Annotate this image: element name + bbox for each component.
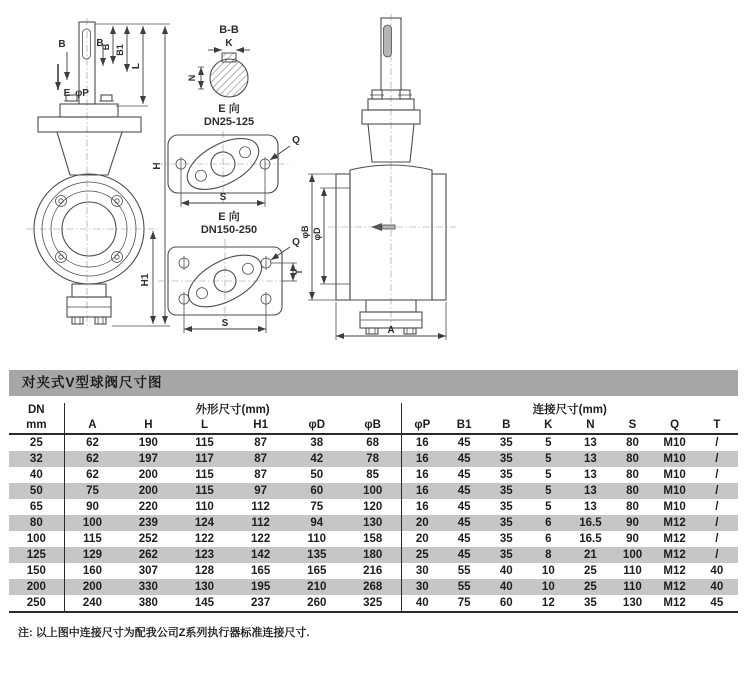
table-cell: 195: [251, 581, 271, 593]
side-a-dim-label: A: [387, 325, 395, 336]
table-cell: /: [715, 501, 719, 513]
table-cell: 35: [499, 533, 513, 545]
table-cell: 130: [194, 581, 215, 593]
table-cell: 8: [545, 549, 552, 561]
table-cell: 55: [457, 581, 471, 593]
table-cell: 165: [307, 565, 327, 577]
table-cell: M10: [663, 453, 686, 465]
table-cell: /: [715, 549, 719, 561]
table-cell: M12: [663, 581, 686, 593]
table-cell: 16: [415, 485, 429, 497]
dim-table-body: [9, 434, 738, 612]
table-cell: 12: [527, 595, 569, 612]
flange-small-range-label: DN25-125: [203, 116, 255, 128]
table-cell: 38: [310, 437, 324, 449]
table-row: [9, 563, 738, 579]
table-cell: M10: [663, 485, 686, 497]
col-mm-label: mm: [9, 418, 64, 434]
table-cell: 117: [195, 453, 214, 465]
col-dn-label: DN: [9, 403, 64, 418]
table-cell: 200: [138, 469, 158, 481]
table-cell: 135: [307, 549, 327, 561]
side-phi-b-label: φB: [300, 225, 310, 239]
col-phi-p-label: φP: [401, 418, 443, 434]
middle-views-column: [150, 24, 308, 337]
front-b-dim-label: B: [101, 43, 111, 51]
footnote: 注: 以上图中连接尺寸为配我公司Z系列执行器标准连接尺寸.: [18, 627, 310, 639]
section-bb-drawing: [150, 37, 305, 103]
table-cell: 45: [457, 469, 471, 481]
table-row: [9, 434, 738, 451]
table-row: [9, 595, 738, 612]
table-cell: 20: [415, 533, 429, 545]
table-cell: 150: [9, 563, 64, 579]
table-cell: 13: [584, 453, 597, 465]
table-cell: 62: [86, 469, 99, 481]
table-cell: /: [715, 533, 719, 545]
table-cell: 16.5: [579, 517, 602, 529]
table-cell: 35: [499, 485, 513, 497]
table-cell: 16: [415, 453, 429, 465]
section-title: B-B: [219, 24, 239, 36]
table-cell: 16: [415, 501, 429, 513]
front-e-label: E: [63, 88, 71, 99]
section-title-text: 对夹式V型球阀尺寸图: [22, 375, 163, 390]
col-h-label: H: [120, 418, 176, 434]
table-cell: 21: [584, 549, 597, 561]
table-row: [9, 515, 738, 531]
group-connect-label: 连接尺寸(mm): [532, 404, 607, 416]
table-cell: M10: [663, 469, 686, 481]
table-cell: 80: [626, 485, 639, 497]
section-n-dim-label: N: [187, 74, 197, 82]
table-cell: 45: [457, 485, 471, 497]
table-cell: 90: [626, 533, 639, 545]
table-cell: 75: [310, 501, 324, 513]
flange-large-s-label: S: [221, 318, 229, 329]
table-cell: 145: [176, 595, 232, 612]
table-cell: 25: [415, 549, 429, 561]
table-cell: 25: [9, 434, 64, 451]
table-cell: /: [715, 517, 719, 529]
table-cell: M12: [663, 517, 686, 529]
table-cell: 35: [499, 469, 513, 481]
side-view-drawing: [298, 12, 473, 344]
table-cell: 20: [415, 517, 429, 529]
table-cell: 13: [584, 501, 597, 513]
table-cell: 10: [541, 565, 555, 577]
table-cell: M10: [663, 501, 686, 513]
table-cell: 87: [254, 437, 268, 449]
col-n-label: N: [569, 418, 611, 434]
front-b-section-label: B: [58, 39, 66, 50]
side-phi-d-label: φD: [312, 227, 322, 241]
table-cell: 100: [345, 483, 401, 499]
table-cell: 45: [457, 533, 471, 545]
col-a-label: A: [64, 418, 120, 434]
table-cell: 16.5: [579, 533, 602, 545]
table-cell: 80: [626, 469, 639, 481]
table-cell: 142: [251, 549, 271, 561]
table-cell: 110: [623, 581, 642, 593]
table-cell: 165: [251, 565, 271, 577]
table-row: [9, 451, 738, 467]
table-cell: M12: [663, 533, 686, 545]
table-row: [9, 483, 738, 499]
flange-large-range-label: DN150-250: [200, 224, 258, 236]
table-cell: 115: [83, 533, 102, 545]
table-cell: 120: [345, 499, 401, 515]
flange-small-drawing: [150, 129, 305, 211]
table-cell: 40: [499, 565, 513, 577]
table-cell: 40: [499, 581, 513, 593]
table-cell: 10: [541, 581, 555, 593]
table-cell: 42: [310, 453, 324, 465]
table-cell: 100: [9, 531, 64, 547]
table-cell: 45: [457, 517, 471, 529]
table-cell: 122: [194, 533, 215, 545]
table-cell: 268: [345, 579, 401, 595]
table-cell: 5: [545, 501, 552, 513]
table-cell: M12: [654, 595, 696, 612]
table-cell: 115: [195, 437, 214, 449]
section-title-bar: [9, 370, 738, 396]
table-cell: 125: [9, 547, 64, 563]
table-cell: 112: [251, 501, 270, 513]
table-cell: /: [715, 437, 719, 449]
table-cell: 128: [194, 565, 215, 577]
table-cell: 115: [195, 469, 214, 481]
table-cell: 110: [307, 533, 327, 545]
table-cell: 50: [310, 469, 324, 481]
col-b1-label: B1: [443, 418, 485, 434]
front-b1-dim-label: B1: [115, 44, 125, 56]
table-cell: 5: [545, 469, 552, 481]
table-cell: 90: [86, 501, 99, 513]
front-b-top-label: B: [96, 38, 104, 49]
table-cell: 100: [82, 517, 103, 529]
table-cell: M12: [663, 549, 686, 561]
table-cell: 325: [345, 595, 401, 612]
table-cell: 237: [233, 595, 289, 612]
table-cell: 250: [9, 595, 64, 612]
table-cell: 62: [86, 453, 99, 465]
table-cell: 45: [457, 501, 471, 513]
column-header-row: [9, 418, 738, 434]
table-cell: 252: [138, 533, 158, 545]
table-cell: 190: [138, 437, 158, 449]
table-cell: 130: [611, 595, 653, 612]
table-cell: 35: [499, 501, 513, 513]
table-cell: 45: [457, 549, 471, 561]
col-s-label: S: [611, 418, 653, 434]
table-cell: 40: [710, 565, 724, 577]
col-t-label: T: [696, 418, 738, 434]
table-cell: 130: [345, 515, 401, 531]
table-cell: 35: [499, 453, 513, 465]
table-cell: 112: [251, 517, 270, 529]
table-cell: /: [715, 469, 719, 481]
table-cell: 97: [254, 485, 268, 497]
table-cell: 307: [138, 565, 158, 577]
table-cell: 210: [307, 581, 327, 593]
table-cell: 13: [584, 437, 597, 449]
table-cell: 35: [499, 549, 513, 561]
col-k-label: K: [527, 418, 569, 434]
table-cell: 40: [401, 595, 443, 612]
table-cell: 262: [138, 549, 158, 561]
flange-large-view-label: E 向: [218, 211, 240, 223]
table-cell: 45: [696, 595, 738, 612]
table-cell: 80: [626, 453, 639, 465]
table-cell: 16: [415, 437, 429, 449]
table-row: [9, 499, 738, 515]
table-cell: 25: [584, 581, 597, 593]
dimension-table-wrap: [9, 403, 738, 613]
table-cell: 330: [138, 581, 158, 593]
table-cell: 5: [545, 437, 552, 449]
group-header-row: [9, 403, 738, 418]
group-outline-label: 外形尺寸(mm): [64, 403, 401, 418]
table-cell: 110: [623, 565, 642, 577]
table-cell: /: [715, 485, 719, 497]
table-cell: 80: [626, 501, 639, 513]
table-cell: 60: [485, 595, 527, 612]
table-cell: 380: [120, 595, 176, 612]
table-cell: 80: [9, 515, 64, 531]
table-cell: 129: [82, 549, 103, 561]
flange-large-t-label: T: [294, 269, 304, 275]
table-cell: 122: [251, 533, 271, 545]
table-cell: 25: [584, 565, 597, 577]
table-cell: 68: [345, 434, 401, 451]
table-cell: 87: [254, 453, 268, 465]
table-cell: 240: [64, 595, 120, 612]
table-cell: 55: [457, 565, 471, 577]
table-cell: 5: [545, 485, 552, 497]
table-cell: 40: [9, 467, 64, 483]
flange-large-drawing: [150, 237, 305, 337]
table-cell: 123: [194, 549, 215, 561]
col-l-label: L: [176, 418, 232, 434]
table-cell: 85: [345, 467, 401, 483]
table-cell: 160: [82, 565, 103, 577]
table-cell: 16: [415, 469, 429, 481]
table-cell: 239: [138, 517, 158, 529]
table-cell: 158: [345, 531, 401, 547]
dimension-table: [9, 403, 738, 613]
table-cell: 6: [545, 517, 552, 529]
col-q-label: Q: [654, 418, 696, 434]
col-phi-d-label: φD: [289, 418, 345, 434]
table-cell: 216: [345, 563, 401, 579]
table-cell: 30: [415, 581, 429, 593]
table-cell: 80: [626, 437, 639, 449]
table-cell: 45: [457, 453, 471, 465]
front-l-dim-label: L: [131, 62, 142, 70]
table-cell: 13: [584, 485, 597, 497]
table-cell: 5: [545, 453, 552, 465]
table-cell: 62: [86, 437, 99, 449]
table-cell: 35: [499, 517, 513, 529]
table-cell: 50: [9, 483, 64, 499]
table-cell: 78: [345, 451, 401, 467]
table-cell: 87: [254, 469, 268, 481]
table-cell: 6: [545, 533, 552, 545]
col-phi-b-label: φB: [345, 418, 401, 434]
table-row: [9, 547, 738, 563]
front-h1-dim-label: H1: [140, 273, 151, 287]
table-cell: 60: [310, 485, 324, 497]
table-cell: 115: [195, 485, 214, 497]
table-cell: 94: [310, 517, 324, 529]
table-cell: M12: [663, 565, 686, 577]
table-cell: 90: [626, 517, 639, 529]
flange-small-s-label: S: [219, 192, 227, 203]
table-cell: 180: [345, 547, 401, 563]
table-cell: 200: [82, 581, 103, 593]
table-cell: 35: [499, 437, 513, 449]
table-cell: 45: [457, 437, 471, 449]
flange-small-q-label: Q: [292, 135, 300, 146]
table-cell: 40: [710, 581, 724, 593]
section-k-dim-label: K: [225, 38, 233, 49]
table-cell: 65: [9, 499, 64, 515]
table-cell: 13: [584, 469, 597, 481]
table-cell: 124: [194, 517, 215, 529]
table-cell: 220: [138, 501, 158, 513]
table-cell: 200: [9, 579, 64, 595]
table-cell: 260: [289, 595, 345, 612]
table-cell: 110: [195, 501, 214, 513]
table-cell: 30: [415, 565, 429, 577]
table-cell: 32: [9, 451, 64, 467]
flange-small-view-label: E 向: [218, 103, 240, 115]
table-cell: M10: [663, 437, 686, 449]
table-row: [9, 579, 738, 595]
table-row: [9, 467, 738, 483]
table-cell: 197: [138, 453, 158, 465]
table-row: [9, 531, 738, 547]
front-h-dim-label: H: [152, 162, 163, 170]
table-cell: 35: [569, 595, 611, 612]
table-cell: 75: [443, 595, 485, 612]
col-h1-label: H1: [233, 418, 289, 434]
front-phi-p-label: φP: [75, 88, 89, 99]
flange-large-q-label: Q: [292, 237, 300, 248]
col-b-label: B: [485, 418, 527, 434]
table-cell: 100: [622, 549, 643, 561]
table-cell: 75: [86, 485, 99, 497]
table-cell: /: [715, 453, 719, 465]
table-cell: 200: [138, 485, 158, 497]
